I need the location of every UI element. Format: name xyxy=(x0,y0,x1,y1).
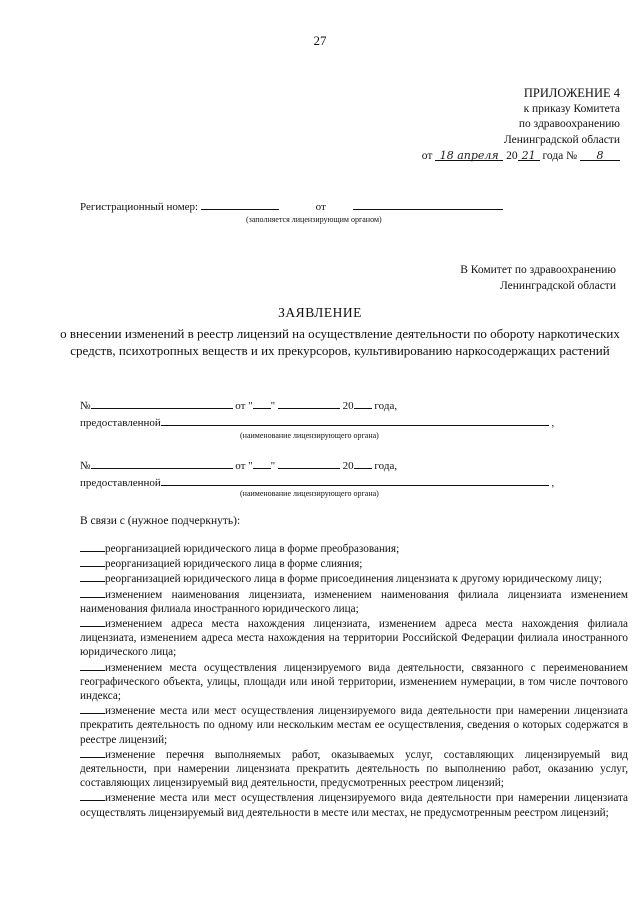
license-provided-line: предоставленной , xyxy=(80,413,554,429)
registration-number-line: Регистрационный номер: от xyxy=(80,197,503,213)
license-number-line: № от " " 20 года, xyxy=(80,456,397,472)
list-item: изменением места осуществления лицензируемого вида деятельности, связанного с переименованием географического объекта, улицы, площади или иной территории, изменением нумерации, в том числе почтового индекса; xyxy=(80,661,628,703)
handwritten-date: 18 апреля xyxy=(435,148,503,161)
list-item: реорганизацией юридического лица в форме преобразования; xyxy=(80,541,628,556)
list-item: реорганизацией юридического лица в форме слияния; xyxy=(80,556,628,571)
registration-date-field xyxy=(353,197,503,210)
license-authority-note: (наименование лицензирующего органа) xyxy=(240,431,379,440)
registration-note: (заполняется лицензирующим органом) xyxy=(246,215,382,224)
registration-number-field xyxy=(201,197,279,210)
appendix-line: к приказу Комитета xyxy=(523,102,620,115)
reason-intro: В связи с (нужное подчеркнуть): xyxy=(80,515,241,527)
appendix-date-line: от 18 апреля 20 21 года № 8 xyxy=(422,148,620,165)
list-item: изменением адреса места нахождения лицензиата, изменением адреса места нахождения филиала лицензиата, изменением адреса места нахождения на территории Российской Федерации филиала иностранного юридического лица; xyxy=(80,618,628,659)
list-item: изменением наименования лицензиата, изменением наименования филиала лицензиата изменением наименования филиала иностранного юридического лица; xyxy=(80,588,628,615)
handwritten-year: 21 xyxy=(518,148,540,161)
page-number: 27 xyxy=(313,33,327,48)
list-item: реорганизацией юридического лица в форме присоединения лицензиата к другому юридическому лицу; xyxy=(80,571,628,586)
list-item: изменение места или мест осуществления лицензируемого вида деятельности при намерении лицензиата осуществлять лицензируемый вид деятельности в месте или местах, не предусмотренным реестром лицензий; xyxy=(80,792,628,819)
license-number-line: № от " " 20 года, xyxy=(80,396,397,412)
handwritten-order-number: 8 xyxy=(580,148,620,161)
document-subtitle: о внесении изменений в реестр лицензий на осуществление деятельности по обороту наркотических средств, психотропных веществ и их прекурсоров, культивированию наркосодержащих растений xyxy=(60,326,620,358)
reason-list xyxy=(80,537,628,820)
registration-label: Регистрационный номер: xyxy=(80,201,199,213)
document-title: ЗАЯВЛЕНИЕ xyxy=(278,305,362,320)
appendix-line: Ленинградской области xyxy=(503,133,620,146)
appendix-title: ПРИЛОЖЕНИЕ 4 xyxy=(523,86,620,100)
addressee: В Комитет по здравоохранению Ленинградской области xyxy=(460,264,616,292)
list-item: изменение места или мест осуществления лицензируемого вида деятельности при намерении лицензиата прекратить деятельность по одному или нескольким местам ее осуществления, сведения о которых содержатся в реестре лицензий; xyxy=(80,705,628,746)
license-authority-note: (наименование лицензирующего органа) xyxy=(240,489,379,498)
list-item: изменение перечня выполняемых работ, оказываемых услуг, составляющих лицензируемый вид деятельности, при намерении лицензиата прекратить деятельность по выполнению работ, оказанию услуг, составляющих лицензируемый вид деятельности, предусмотренных реестром лицензий; xyxy=(80,748,628,790)
appendix-line: по здравоохранению xyxy=(518,118,620,130)
appendix-header xyxy=(422,86,620,165)
license-provided-line: предоставленной , xyxy=(80,473,554,489)
